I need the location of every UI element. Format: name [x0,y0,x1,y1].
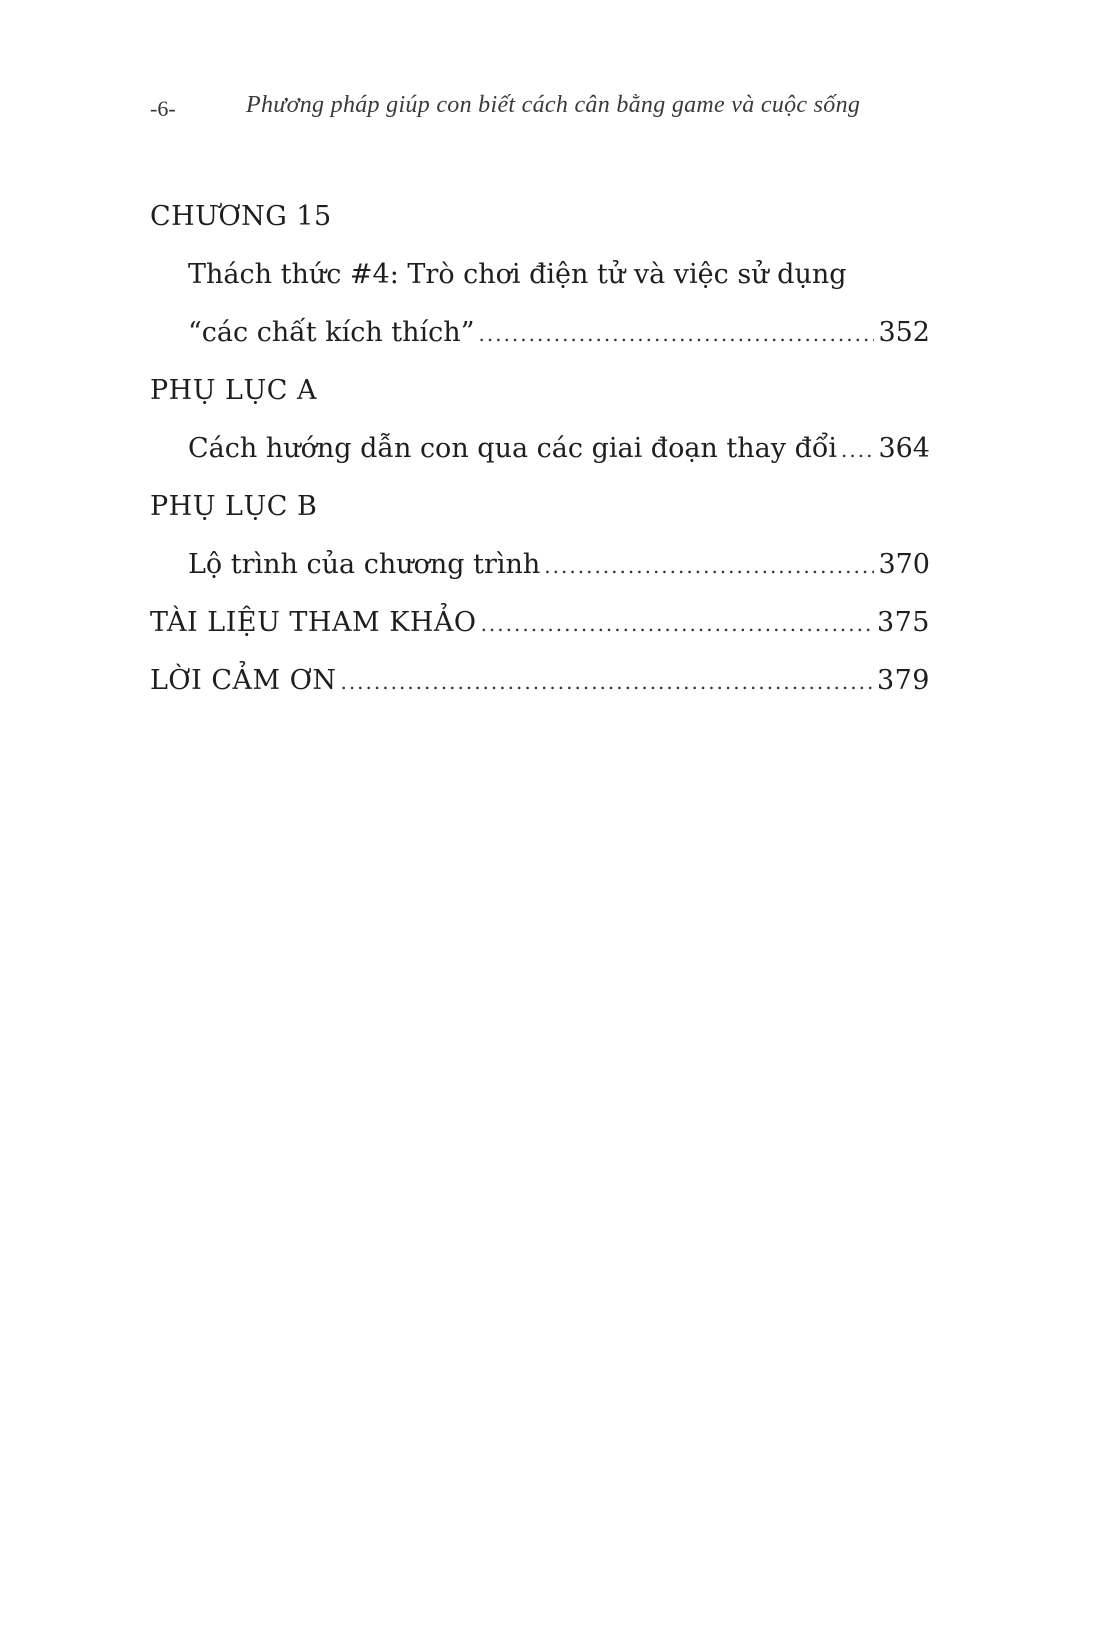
toc-entry-references[interactable] [150,594,930,652]
page-number: -6- [150,96,176,121]
toc-entry-label: Thách thức #4: Trò chơi điện tử và việc sử dụng [188,259,847,290]
toc-entry-label: Cách hướng dẫn con qua các giai đoạn thay đổi [188,433,838,464]
page-header [150,92,970,132]
toc-heading-appendix-a [150,362,930,420]
toc-page-number: 370 [878,549,930,580]
toc-entry-challenge-4-line1[interactable] [150,246,930,304]
dot-leader [841,421,874,479]
table-of-contents [150,188,930,710]
dot-leader [544,537,874,595]
dot-leader [340,653,872,711]
toc-entry-guiding-stages[interactable] [150,420,930,478]
toc-page-number: 352 [878,317,930,348]
toc-entry-acknowledgements[interactable] [150,652,930,710]
toc-entry-program-roadmap[interactable] [150,536,930,594]
toc-entry-label: TÀI LIỆU THAM KHẢO [150,607,477,638]
toc-page-number: 364 [878,433,930,464]
dot-leader [481,595,873,653]
toc-heading-label: CHƯƠNG 15 [150,201,332,232]
dot-leader [479,305,875,363]
toc-page-number: 379 [876,665,930,696]
toc-heading-label: PHỤ LỤC B [150,491,318,522]
toc-heading-chapter-15 [150,188,930,246]
toc-entry-challenge-4-line2[interactable] [150,304,930,362]
toc-entry-label: Lộ trình của chương trình [188,549,541,580]
toc-entry-label: “các chất kích thích” [188,317,475,348]
toc-heading-appendix-b [150,478,930,536]
toc-page-number: 375 [876,607,930,638]
toc-heading-label: PHỤ LỤC A [150,375,317,406]
toc-entry-label: LỜI CẢM ƠN [150,665,337,696]
running-title: Phương pháp giúp con biết cách cân bằng game và cuộc sống [246,92,861,118]
